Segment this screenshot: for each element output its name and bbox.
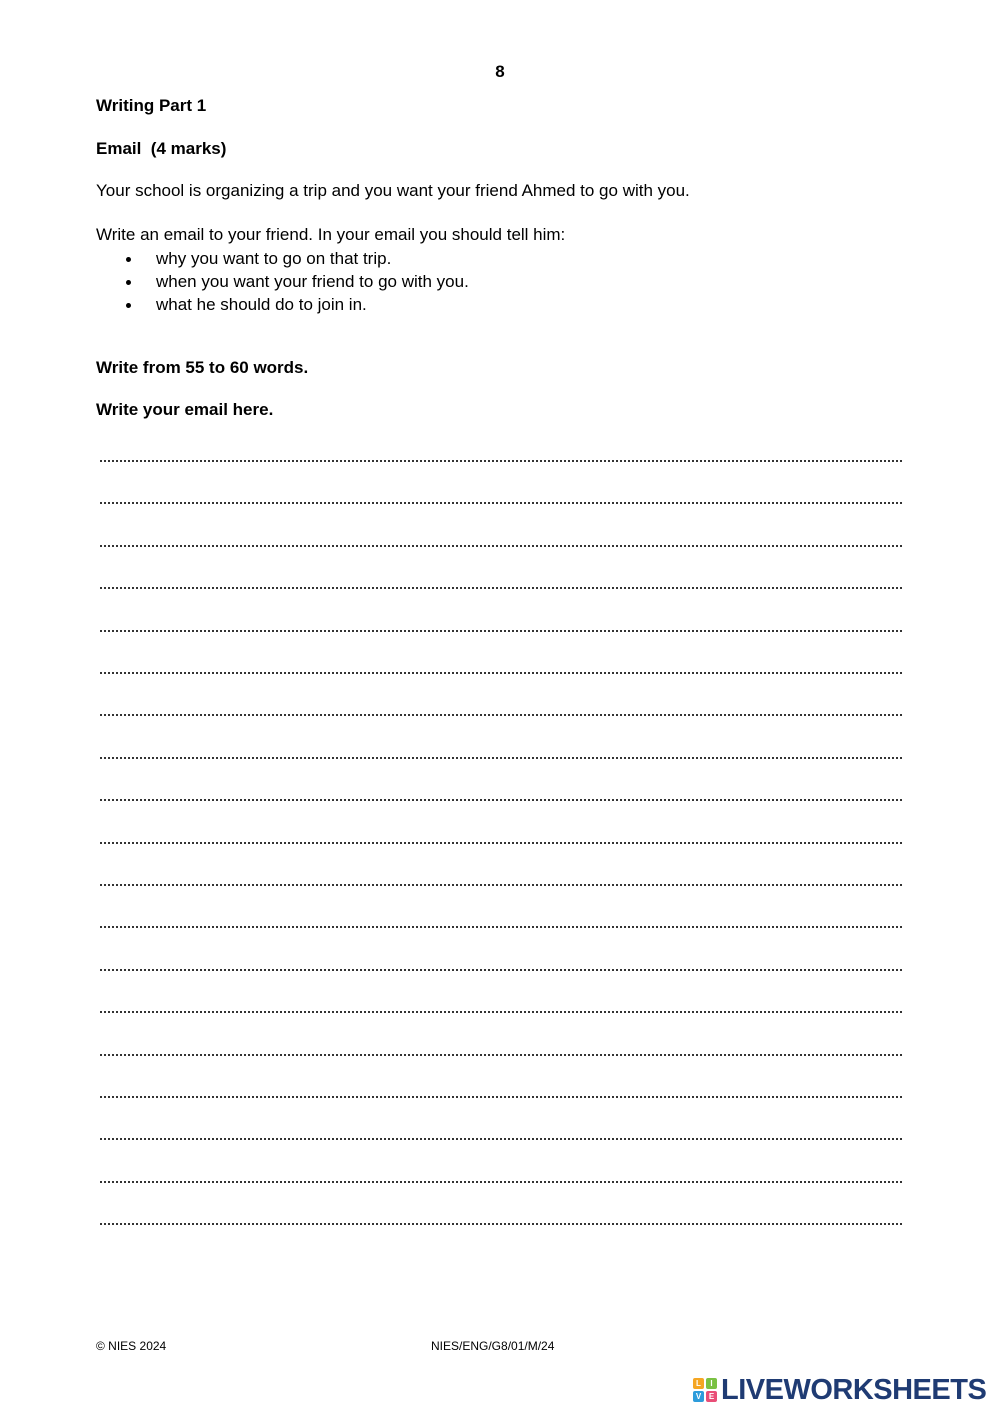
liveworksheets-mark-icon: [693, 1378, 717, 1402]
page-number: 8: [495, 62, 505, 81]
logo-mark-letter: I: [706, 1378, 717, 1389]
answer-line[interactable]: [100, 1096, 902, 1098]
answer-line[interactable]: [100, 799, 902, 801]
bullet-text: when you want your friend to go with you.: [156, 272, 469, 291]
bullet-text: what he should do to join in.: [156, 295, 367, 314]
answer-line[interactable]: [100, 1138, 902, 1140]
bullet-item: [96, 295, 469, 318]
bullet-item: [96, 249, 469, 272]
liveworksheets-logo: [693, 1373, 986, 1407]
answer-line[interactable]: [100, 884, 902, 886]
bullet-list: [96, 249, 469, 318]
section-title: Writing Part 1: [96, 96, 207, 115]
answer-line[interactable]: [100, 1181, 902, 1183]
bullet-dot-icon: [126, 257, 131, 262]
answer-line[interactable]: [100, 460, 902, 462]
bullet-dot-icon: [126, 280, 131, 285]
answer-area[interactable]: [100, 440, 902, 1230]
task-intro: Your school is organizing a trip and you want your friend Ahmed to go with you.: [96, 181, 690, 200]
logo-mark-letter: L: [693, 1378, 704, 1389]
answer-line[interactable]: [100, 502, 902, 504]
answer-line[interactable]: [100, 1223, 902, 1225]
answer-line[interactable]: [100, 1054, 902, 1056]
bullet-dot-icon: [126, 303, 131, 308]
answer-line[interactable]: [100, 672, 902, 674]
logo-mark-letter: E: [706, 1391, 717, 1402]
answer-line[interactable]: [100, 842, 902, 844]
bullet-text: why you want to go on that trip.: [156, 249, 392, 268]
answer-line[interactable]: [100, 587, 902, 589]
footer-code: NIES/ENG/G8/01/M/24: [431, 1339, 555, 1353]
write-prompt: Write your email here.: [96, 400, 274, 419]
word-limit: Write from 55 to 60 words.: [96, 358, 309, 377]
answer-line[interactable]: [100, 926, 902, 928]
task-title: Email (4 marks): [96, 139, 227, 158]
answer-line[interactable]: [100, 969, 902, 971]
task-instruction: Write an email to your friend. In your email you should tell him:: [96, 225, 566, 244]
answer-line[interactable]: [100, 545, 902, 547]
answer-line[interactable]: [100, 757, 902, 759]
logo-mark-letter: V: [693, 1391, 704, 1402]
footer-copyright: © NIES 2024: [96, 1339, 167, 1353]
answer-line[interactable]: [100, 714, 902, 716]
answer-line[interactable]: [100, 1011, 902, 1013]
bullet-item: [96, 272, 469, 295]
answer-line[interactable]: [100, 630, 902, 632]
logo-text: LIVEWORKSHEETS: [721, 1373, 987, 1406]
